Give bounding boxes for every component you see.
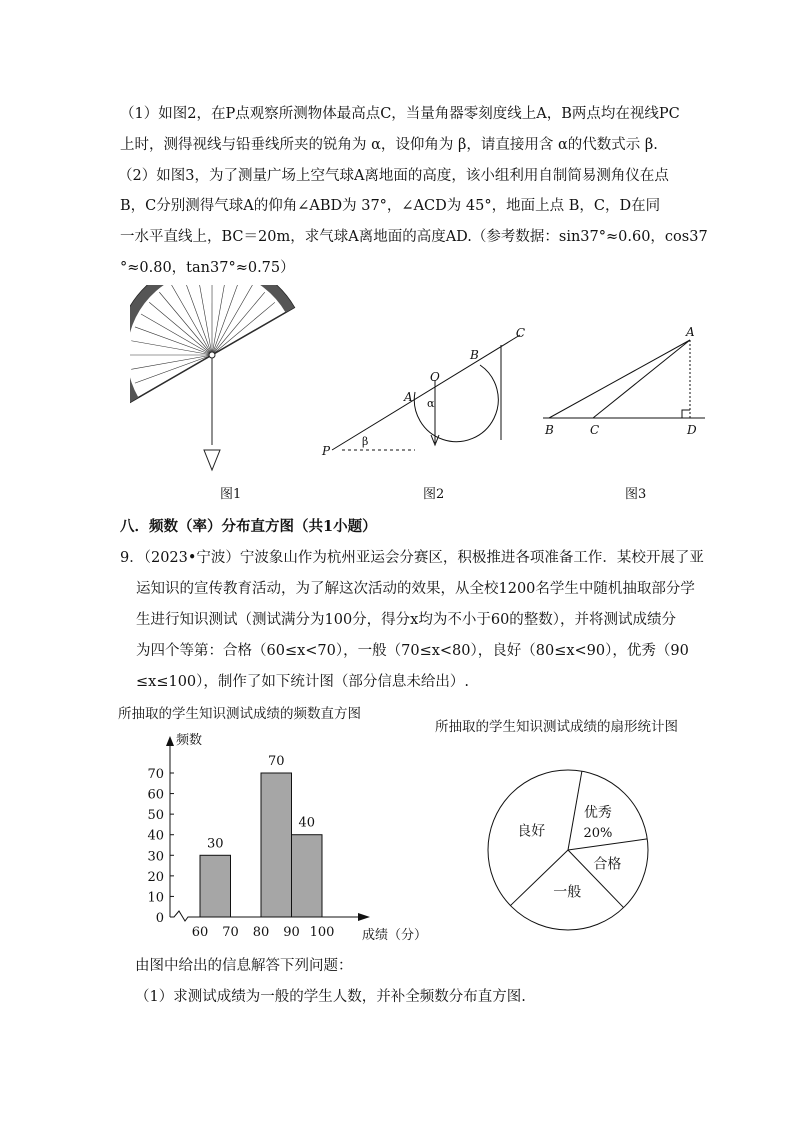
histogram-title: 所抽取的学生知识测试成绩的频数直方图 bbox=[118, 706, 361, 722]
text-line: （1）如图2，在P点观察所测物体最高点C，当量角器零刻度线上A，B两点均在视线PC bbox=[120, 106, 680, 122]
y-axis-label: 频数 bbox=[176, 733, 203, 748]
histogram-bar bbox=[261, 773, 292, 917]
x-tick-label: 80 bbox=[252, 925, 270, 940]
figure-1-protractor bbox=[130, 285, 310, 485]
caption-figure-1: 图1 bbox=[220, 487, 242, 502]
text-line: 为四个等第：合格（60≤x<70），一般（70≤x<80），良好（80≤x<90），优秀（90 bbox=[136, 643, 689, 659]
pie-slice-label: 优秀 bbox=[583, 805, 612, 822]
text-line: 运知识的宣传教育活动，为了解这次活动的效果，从全校1200名学生中随机抽取部分学 bbox=[136, 581, 695, 597]
x-axis-label: 成绩（分） bbox=[362, 928, 428, 943]
label-B: B bbox=[470, 348, 479, 362]
question-9-prompt: 由图中给出的信息解答下列问题： bbox=[135, 958, 353, 974]
frequency-histogram bbox=[130, 730, 440, 950]
y-tick-label: 20 bbox=[147, 869, 164, 885]
y-tick-label: 70 bbox=[147, 767, 164, 782]
bar-value-label: 70 bbox=[267, 754, 285, 769]
text-line: 上时，测得视线与铅垂线所夹的锐角为 α，设仰角为 β，请直接用含 α的代数式示 β. bbox=[120, 137, 658, 153]
x-tick-label: 100 bbox=[309, 925, 335, 940]
label-P: P bbox=[322, 444, 331, 458]
question-9-part-1: （1）求测试成绩为一般的学生人数，并补全频数分布直方图. bbox=[135, 989, 526, 1005]
x-axis-arrow bbox=[358, 913, 370, 921]
label-A: A bbox=[404, 390, 413, 404]
x-tick-label: 60 bbox=[191, 925, 209, 940]
label-beta: β bbox=[362, 435, 369, 448]
pie-chart bbox=[480, 760, 660, 940]
text-line: °≈0.80，tan37°≈0.75） bbox=[120, 260, 295, 276]
label-C: C bbox=[515, 326, 525, 340]
histogram-bar bbox=[292, 835, 323, 917]
text-line: 9．（2023•宁波）宁波象山作为杭州亚运会分赛区，积极推进各项准备工作．某校开展了亚 bbox=[120, 550, 704, 566]
pie-slice-label: 合格 bbox=[593, 856, 622, 873]
label-A: A bbox=[686, 325, 695, 339]
y-tick-label: 50 bbox=[147, 808, 164, 824]
label-alpha: α bbox=[427, 397, 435, 410]
y-tick-label: 10 bbox=[147, 890, 164, 906]
pie-slice-percent: 20% bbox=[583, 826, 613, 842]
pie-title: 所抽取的学生知识测试成绩的扇形统计图 bbox=[435, 719, 678, 735]
text-line: 一水平直线上，BC＝20m，求气球A离地面的高度AD.（参考数据：sin37°≈0.60，cos37 bbox=[120, 229, 708, 245]
y-tick-label: 40 bbox=[147, 828, 164, 844]
label-D: D bbox=[687, 423, 697, 437]
caption-figure-2: 图2 bbox=[423, 487, 445, 502]
y-tick-label: 0 bbox=[155, 911, 164, 926]
label-B: B bbox=[545, 423, 554, 437]
text-line: （2）如图3，为了测量广场上空气球A离地面的高度，该小组利用自制简易测角仪在点 bbox=[118, 168, 669, 184]
figure-2 bbox=[320, 325, 530, 460]
label-C: C bbox=[590, 423, 600, 437]
text-line: ≤x≤100），制作了如下统计图（部分信息未给出）. bbox=[136, 674, 470, 690]
bar-value-label: 30 bbox=[206, 836, 224, 852]
section-heading: 八．频数（率）分布直方图（共1小题） bbox=[120, 518, 377, 535]
label-O: O bbox=[430, 370, 440, 384]
pie-slice-label: 良好 bbox=[517, 823, 546, 840]
pie-slice-label: 一般 bbox=[553, 884, 582, 901]
figure-3 bbox=[535, 322, 710, 462]
y-axis-arrow bbox=[166, 736, 174, 746]
y-tick-label: 60 bbox=[147, 787, 164, 803]
text-line: 生进行知识测试（测试满分为100分，得分x均为不小于60的整数），并将测试成绩分 bbox=[136, 612, 677, 628]
histogram-bar bbox=[200, 855, 231, 917]
x-tick-label: 90 bbox=[283, 925, 300, 940]
x-tick-label: 70 bbox=[222, 925, 239, 940]
bar-value-label: 40 bbox=[298, 815, 316, 831]
y-tick-label: 30 bbox=[147, 849, 164, 865]
text-line: B，C分别测得气球A的仰角∠ABD为 37°，∠ACD为 45°，地面上点 B，C，D在同 bbox=[120, 198, 661, 214]
caption-figure-3: 图3 bbox=[625, 487, 647, 502]
